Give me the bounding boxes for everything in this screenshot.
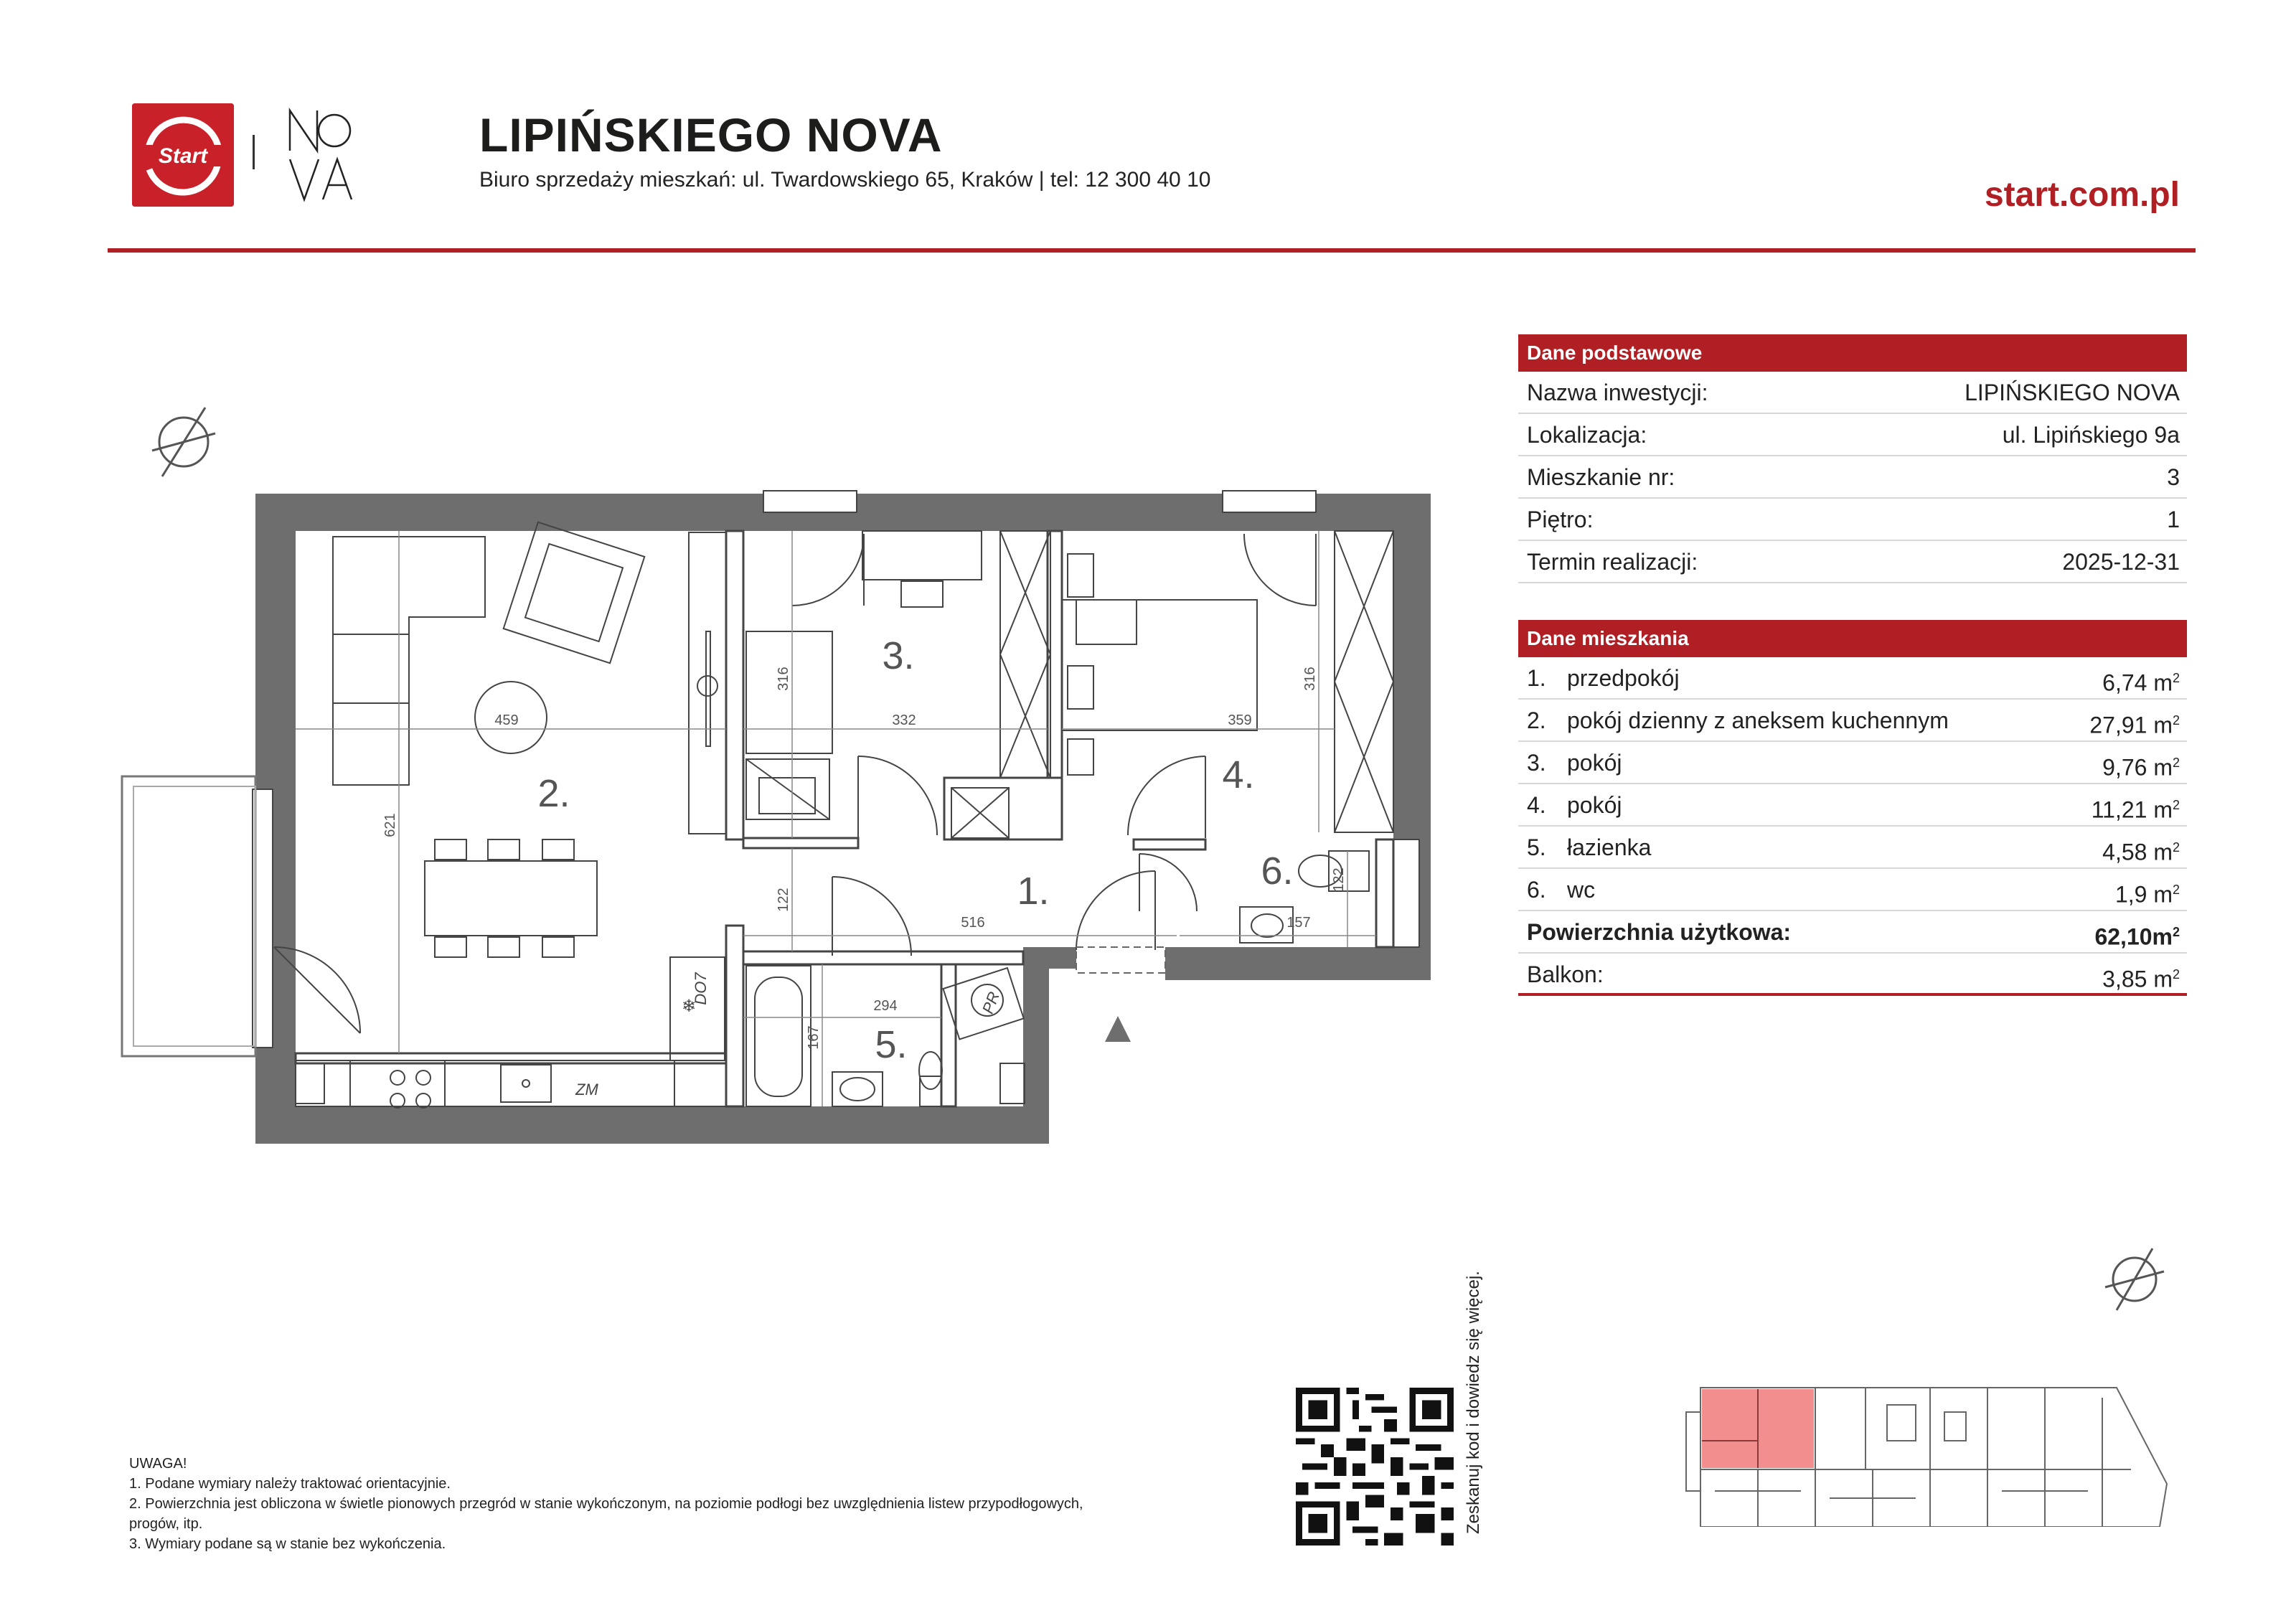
area-unit-exponent: 2 (2172, 798, 2180, 812)
room-label-5: 5. (875, 1023, 908, 1066)
row-label: Lokalizacja: (1527, 422, 1647, 448)
room-area-value: 1,9 (2114, 881, 2147, 908)
entrance-arrow-icon (1105, 1016, 1131, 1042)
room-label-4: 4. (1222, 753, 1255, 796)
compass-icon (2102, 1247, 2167, 1312)
room-number: 6. (1527, 877, 1546, 903)
room-number: 4. (1527, 792, 1546, 818)
room-name: pokój (1567, 750, 1622, 776)
qr-caption-text: Zeskanuj kod i dowiedz się więcej. (1464, 1271, 1483, 1534)
room-area (2102, 827, 2180, 873)
dim-hall-width: 516 (961, 915, 985, 931)
dim-bath-width: 294 (873, 998, 898, 1014)
basic-data-row (1518, 456, 2187, 499)
row-value: LIPIŃSKIEGO NOVA (1965, 380, 2180, 405)
qr-code-icon[interactable] (1296, 1388, 1454, 1546)
logo-separator (253, 135, 255, 169)
qr-caption (1464, 1220, 1492, 1535)
snowflake-icon: ❄ (682, 996, 697, 1016)
area-unit: m (2153, 669, 2173, 696)
area-unit: m (2153, 839, 2173, 865)
room-name: pokój dzienny z aneksem kuchennym (1567, 707, 1949, 733)
area-unit-exponent: 2 (2172, 883, 2180, 897)
notes (129, 1454, 1277, 1554)
note-item: progów, itp. (129, 1516, 203, 1532)
basic-data-row (1518, 499, 2187, 541)
usable-area-value: 62,10m (2094, 923, 2173, 950)
room-name: pokój (1567, 792, 1622, 818)
room-label-6: 6. (1261, 850, 1294, 893)
area-unit-exponent: 2 (2172, 756, 2180, 770)
area-unit: m (2153, 796, 2173, 823)
area-unit-exponent: 2 (2172, 967, 2180, 982)
area-unit-exponent: 2 (2172, 925, 2180, 939)
room-label-3: 3. (882, 634, 915, 677)
area-unit: m (2153, 881, 2173, 908)
room-area (2092, 784, 2180, 831)
apartment-data-table (1518, 620, 2187, 996)
basic-data-table (1518, 334, 2187, 583)
row-label: Nazwa inwestycji: (1527, 380, 1708, 405)
room-row (1518, 700, 2187, 742)
note-item: 1. Podane wymiary należy traktować orientacyjnie. (129, 1476, 451, 1492)
area-unit: m (2153, 754, 2173, 781)
sales-office-info: Biuro sprzedaży mieszkań: ul. Twardowskiego 65, Kraków | tel: 12 300 40 10 (479, 168, 1211, 192)
room-name: przedpokój (1567, 665, 1680, 691)
basic-data-row (1518, 414, 2187, 456)
row-value: 1 (2167, 507, 2180, 532)
area-unit-exponent: 2 (2172, 840, 2180, 855)
row-label: Piętro: (1527, 507, 1594, 532)
room-area-value: 11,21 (2091, 796, 2147, 823)
dim-living-depth: 621 (382, 813, 398, 837)
room-row (1518, 827, 2187, 869)
basic-data-row (1518, 372, 2187, 414)
nova-logo (286, 106, 354, 204)
room-area-value: 6,74 (2102, 669, 2147, 696)
apartment-data-heading: Dane mieszkania (1518, 620, 2187, 657)
room-area (2102, 742, 2180, 789)
basic-data-heading: Dane podstawowe (1518, 334, 2187, 372)
row-label: Termin realizacji: (1527, 549, 1698, 575)
usable-area-row (1518, 911, 2187, 954)
dim-room3-depth: 316 (776, 667, 791, 691)
room-area-value: 27,91 (2089, 712, 2147, 738)
room-row (1518, 784, 2187, 827)
dim-living-width: 459 (494, 712, 519, 728)
row-value: 2025-12-31 (2062, 549, 2180, 575)
usable-area-label: Powierzchnia użytkowa: (1527, 919, 1792, 945)
fridge-label: DO7 (692, 972, 710, 1005)
balcony-label: Balkon: (1527, 961, 1604, 987)
room-row (1518, 869, 2187, 911)
balcony-area (2102, 954, 2180, 1000)
note-item: 3. Wymiary podane są w stanie bez wykończenia. (129, 1536, 446, 1552)
room-number: 5. (1527, 834, 1546, 860)
dim-wc-depth: 122 (1331, 867, 1347, 892)
notes-title: UWAGA! (129, 1456, 187, 1472)
usable-area (2094, 911, 2180, 958)
room-name: łazienka (1567, 834, 1652, 860)
row-value: ul. Lipińskiego 9a (2002, 422, 2180, 448)
room-area (2115, 869, 2180, 916)
room-row (1518, 657, 2187, 700)
room-area (2089, 700, 2180, 746)
area-unit: m (2153, 712, 2173, 738)
room-area-value: 9,76 (2102, 754, 2147, 781)
building-key-plan (1672, 1383, 2188, 1527)
dim-room4-depth: 316 (1302, 667, 1318, 691)
dim-hall-depth: 122 (776, 888, 791, 912)
room-number: 3. (1527, 750, 1546, 776)
start-logo-text: Start (158, 144, 208, 168)
header-divider (108, 248, 2196, 253)
dim-room4-width: 359 (1228, 712, 1252, 728)
room-label-2: 2. (537, 772, 570, 815)
balcony-row (1518, 954, 2187, 996)
room-row (1518, 742, 2187, 784)
room-area (2102, 657, 2180, 704)
project-title: LIPIŃSKIEGO NOVA (479, 108, 943, 161)
room-number: 2. (1527, 707, 1546, 733)
dim-room3-width: 332 (892, 712, 916, 728)
room-number: 1. (1527, 665, 1546, 691)
floor-plan (108, 402, 1449, 1155)
area-unit-exponent: 2 (2172, 671, 2180, 685)
room-label-1: 1. (1017, 870, 1050, 913)
room-name: wc (1567, 877, 1596, 903)
dim-bath-depth: 167 (806, 1025, 822, 1050)
washer-label: PR (978, 989, 1003, 1017)
area-unit-exponent: 2 (2172, 713, 2180, 728)
row-label: Mieszkanie nr: (1527, 464, 1675, 490)
row-value: 3 (2167, 464, 2180, 490)
room-area-value: 4,58 (2102, 839, 2147, 865)
start-logo (132, 103, 234, 207)
dim-wc-width: 157 (1286, 915, 1311, 931)
note-item: 2. Powierzchnia jest obliczona w świetle pionowych przegród w stanie wykończonym, na poziomie podłogi bez uwzględnienia listew przypodłogowych, (129, 1496, 1083, 1512)
website-link[interactable]: start.com.pl (1984, 176, 2180, 214)
basic-data-row (1518, 541, 2187, 583)
balcony-area-value: 3,85 m (2102, 966, 2173, 992)
dishwasher-label: ZM (575, 1081, 598, 1099)
